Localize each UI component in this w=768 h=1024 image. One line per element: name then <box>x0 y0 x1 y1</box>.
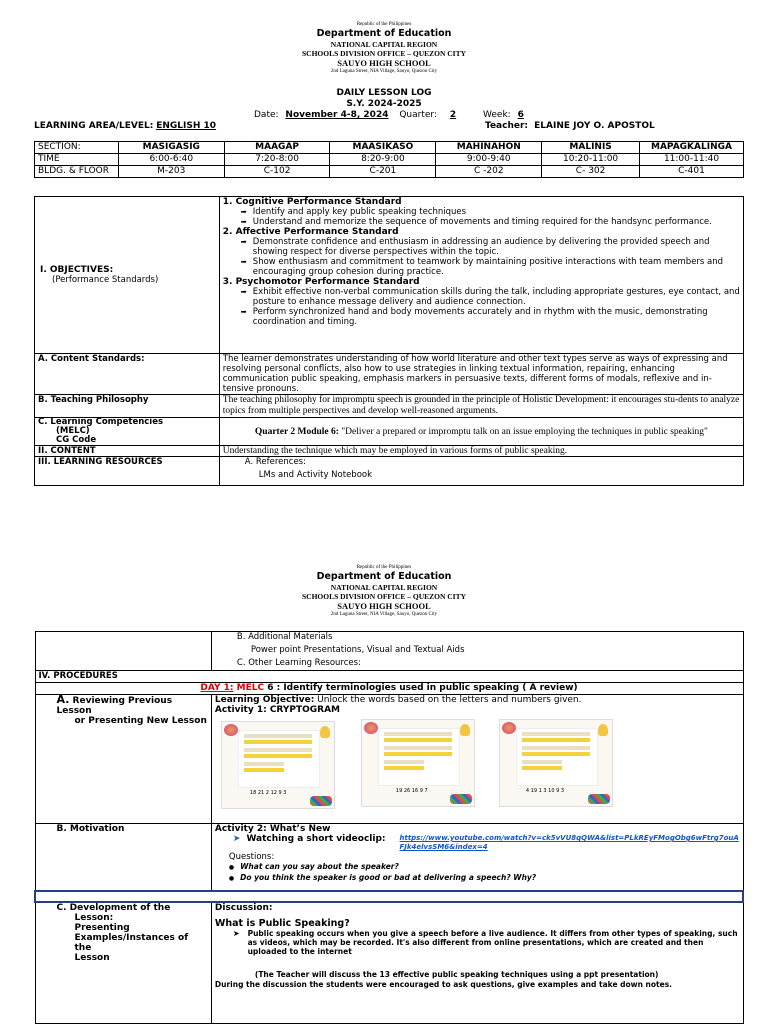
resources-cell <box>219 457 743 486</box>
list-item: ➡ Perform synchronized hand and body movements accurately and in rhythm with the music, demonstrating coordination and timing. <box>253 307 740 327</box>
objectives-content-cell <box>219 197 743 354</box>
definition-item: ➤ Public speaking occurs when you give a speech before a live audience. It differs from other types of speaking, such as videos, which may be recorded. It's also different from online presentations, which are created and then uploaded to the internet <box>232 929 738 956</box>
melc-label: (MELC) <box>56 426 90 436</box>
schedule-header-cell: SECTION: <box>35 142 119 154</box>
schedule-cell: 9:00-9:40 <box>436 154 542 166</box>
lo-label: Learning Objective: <box>214 695 315 705</box>
republic-text: Republic of the Philippines <box>356 22 412 27</box>
cipher-row <box>244 740 312 744</box>
video-line <box>215 834 740 852</box>
learning-area-line <box>34 121 216 131</box>
division-text: SCHOOLS DIVISION OFFICE – QUEZON CITY <box>302 49 466 58</box>
review-content-cell <box>211 695 743 824</box>
confetti-icon <box>310 796 332 806</box>
lesson-table-page1 <box>34 196 744 486</box>
quarter-value: 2 <box>449 110 457 120</box>
resources-row <box>35 457 744 486</box>
cipher-row <box>384 752 452 756</box>
motivation-content-cell <box>211 824 743 892</box>
cipher-row <box>384 760 424 764</box>
objectives-row <box>35 197 744 354</box>
video-link[interactable] <box>400 834 740 852</box>
day-heading <box>35 683 743 695</box>
cryptogram-card <box>238 730 320 788</box>
schedule-cell: 6:00-6:40 <box>118 154 224 166</box>
empty-cell <box>35 632 211 671</box>
cg-code-label: CG Code <box>56 435 97 445</box>
cipher-row <box>384 766 424 770</box>
cipher-row <box>244 754 312 758</box>
resources-cont-cell <box>211 632 743 671</box>
during-note: During the discussion the students were encouraged to ask questions, give examples and take down notes. <box>214 980 673 989</box>
development-label-cell <box>35 902 211 1024</box>
schedule-cell: 11:00-11:40 <box>640 154 744 166</box>
list-item: ➡ Understand and memorize the sequence of movements and timing required for the handsync performance. <box>253 217 740 227</box>
discussion-label: Discussion: <box>214 903 273 913</box>
cognitive-title: 1. Cognitive Performance Standard <box>222 197 402 207</box>
content-row <box>35 446 744 457</box>
question-text: Do you think the speaker is good or bad at delivering a speech? Why? <box>240 873 537 882</box>
watch-label: ➤ Watching a short videoclip: <box>233 834 386 852</box>
cipher-row <box>522 746 590 750</box>
dept-title: Department of Education <box>316 571 452 582</box>
cipher-row <box>522 760 562 764</box>
philosophy-text: The teaching philosophy for impromptu speech is grounded in the principle of Holistic Development: it encourages stu-dents to analyze topics from multiple perspectives and develop well-reasoned arguments. <box>219 395 743 418</box>
republic-text: Republic of the Philippines <box>356 565 412 570</box>
cipher-row <box>384 746 452 750</box>
objectives-sub: (Performance Standards) <box>52 275 159 285</box>
learning-objective-line <box>215 695 740 705</box>
confetti-icon <box>450 794 472 804</box>
school-name: SAUYO HIGH SCHOOL <box>337 601 431 611</box>
schedule-room-row <box>35 166 744 178</box>
cipher-row <box>384 732 452 736</box>
schedule-cell: 10:20-11:00 <box>542 154 640 166</box>
cipher-row <box>522 752 590 756</box>
development-row <box>35 902 743 1024</box>
review-letter: A. <box>56 693 70 706</box>
schedule-cell: C-102 <box>224 166 330 178</box>
competencies-text-cell <box>219 418 743 446</box>
references-label: A. References: <box>244 457 306 467</box>
cipher-row <box>522 766 562 770</box>
motivation-text: Motivation <box>69 824 125 834</box>
question-1: ● What can you say about the speaker? <box>228 862 399 871</box>
schedule-header-cell: MAAGAP <box>224 142 330 154</box>
competencies-row <box>35 418 744 446</box>
motivation-row <box>35 824 743 892</box>
additional-text: Power point Presentations, Visual and Textual Aids <box>250 645 465 655</box>
schedule-header-cell: MAPAGKALINGA <box>640 142 744 154</box>
module-label: Quarter 2 Module 6: <box>254 426 339 437</box>
references-text: LMs and Activity Notebook <box>258 470 373 480</box>
flower-icon <box>502 722 516 734</box>
cipher-numbers: 18 21 2 12 9 3 <box>249 790 287 796</box>
page2-table-wrap <box>34 631 744 1024</box>
schedule-table <box>34 141 744 178</box>
review-label <box>39 695 208 716</box>
list-item: ➡ Identify and apply key public speaking techniques <box>253 207 740 217</box>
development-text-1: Development of the <box>69 903 171 913</box>
schedule-cell: 7:20-8:00 <box>224 154 330 166</box>
teacher-note: (The Teacher will discuss the 13 effective public speaking techniques using a ppt presentation) <box>254 970 659 979</box>
schedule-cell: C- 302 <box>542 166 640 178</box>
motivation-label <box>39 824 208 834</box>
question-2: ● Do you think the speaker is good or bad at delivering a speech? Why? <box>228 873 537 882</box>
additional-label: B. Additional Materials <box>236 632 333 642</box>
school-year: S.Y. 2024-2025 <box>346 99 422 109</box>
resources-cont-row <box>35 632 743 671</box>
development-text-4: Examples/Instances of the <box>74 933 189 953</box>
motivation-label-cell <box>35 824 211 892</box>
procedures-label: IV. PROCEDURES <box>35 671 743 683</box>
motivation-letter: B. <box>56 824 67 834</box>
competencies-label-cell <box>35 418 220 446</box>
competencies-label: C. Learning Competencies <box>38 417 164 427</box>
schedule-header-cell: MALINIS <box>542 142 640 154</box>
week-value: 6 <box>517 110 524 120</box>
area-label: LEARNING AREA/LEVEL: <box>34 121 154 131</box>
cipher-row <box>522 732 590 736</box>
development-label <box>39 903 208 913</box>
philosophy-row <box>35 395 744 418</box>
cryptogram-card <box>378 728 460 786</box>
development-content-cell <box>211 902 743 1024</box>
blue-divider <box>35 891 743 902</box>
cipher-row <box>384 738 452 742</box>
review-label-2: or Presenting New Lesson <box>74 716 207 726</box>
procedures-row <box>35 671 743 683</box>
cipher-row <box>244 768 284 772</box>
schedule-time-row <box>35 154 744 166</box>
list-item: ➡ Demonstrate confidence and enthusiasm in addressing an audience by delivering the provided speech and showing respect for diverse perspectives within the topic. <box>253 237 740 257</box>
region-text: NATIONAL CAPITAL REGION <box>330 583 438 592</box>
cipher-row <box>244 762 284 766</box>
lesson-table-page2 <box>34 631 744 1024</box>
address-text: 2nd Laguna Street, NIA Village, Sauyo, Quezon City <box>330 612 438 617</box>
schedule-header-cell: MAASIKASO <box>330 142 436 154</box>
date-value: November 4-8, 2024 <box>285 110 389 120</box>
content-standards-label: A. Content Standards: <box>35 354 220 395</box>
schedule-cell: M-203 <box>118 166 224 178</box>
divider-row <box>35 891 743 902</box>
review-label-cell <box>35 695 211 824</box>
question-text: What can you say about the speaker? <box>240 862 399 871</box>
schedule-cell: BLDG. & FLOOR <box>35 166 119 178</box>
development-text-5: Lesson <box>74 953 110 963</box>
address-text: 2nd Laguna Street, NIA Village, Sauyo, Quezon City <box>330 69 438 74</box>
cryptogram-image <box>499 719 613 807</box>
development-letter: C. <box>56 903 67 913</box>
psychomotor-title: 3. Psychomotor Performance Standard <box>222 277 420 287</box>
lo-text: Unlock the words based on the letters and numbers given. <box>314 695 582 705</box>
what-is-heading: What is Public Speaking? <box>214 918 350 929</box>
competencies-text: "Deliver a prepared or impromptu talk on an issue employing the techniques in public speaking" <box>338 426 708 437</box>
cipher-row <box>244 734 312 738</box>
content-label: II. CONTENT <box>35 446 220 457</box>
bulb-icon <box>320 726 330 738</box>
cryptogram-card <box>516 728 598 786</box>
date-label: Date: <box>254 110 279 120</box>
cipher-numbers: 19 26 16 9 7 <box>395 788 428 794</box>
teacher-label: Teacher: <box>485 121 529 131</box>
melc-tag: MELC <box>236 683 265 693</box>
week-label: Week: <box>483 110 511 120</box>
dept-title: Department of Education <box>316 28 452 39</box>
cipher-numbers: 4 19 1 3 10 9 3 <box>525 788 565 794</box>
content-text: Understanding the technique which may be employed in various forms of public speaking. <box>219 446 743 457</box>
philosophy-label: B. Teaching Philosophy <box>35 395 220 418</box>
log-title: DAILY LESSON LOG <box>336 88 432 98</box>
objectives-label-cell <box>35 197 220 354</box>
teacher-name: ELAINE JOY O. APOSTOL <box>534 121 655 131</box>
flower-icon <box>364 722 378 734</box>
confetti-icon <box>588 794 610 804</box>
review-row <box>35 695 743 824</box>
teacher-line <box>485 121 655 131</box>
schedule-cell: C-201 <box>330 166 436 178</box>
content-standards-text: The learner demonstrates understanding of how world literature and other text types serve as ways of expressing and resolving personal conflicts, also how to use strategies in linking textual information, repairing, enhancing communication public speaking, emphasis markers in persuasive texts, different forms of modals, reflexive and in-tensive pronouns. <box>219 354 743 395</box>
content-standards-row <box>35 354 744 395</box>
bulb-icon <box>598 724 608 736</box>
schedule-cell: C-401 <box>640 166 744 178</box>
school-name: SAUYO HIGH SCHOOL <box>337 58 431 68</box>
schedule-cell: C -202 <box>436 166 542 178</box>
objectives-label: I. OBJECTIVES: <box>40 265 114 275</box>
area-value: ENGLISH 10 <box>156 121 217 131</box>
video-url[interactable]: https://www.youtube.com/watch?v=ck5vVU8qQWA&list=PLkREyFMogObg6wFtrg7ouAFJk4elvsSM6&index=4 <box>399 834 739 851</box>
date-line <box>254 110 524 120</box>
affective-title: 2. Affective Performance Standard <box>222 227 399 237</box>
cipher-row <box>522 738 590 742</box>
day-label: DAY 1: <box>200 683 234 693</box>
region-text: NATIONAL CAPITAL REGION <box>330 40 438 49</box>
division-text: SCHOOLS DIVISION OFFICE – QUEZON CITY <box>302 592 466 601</box>
definition-text: Public speaking occurs when you give a speech before a live audience. It differs from other types of speaking, such as videos, which may be recorded. It's also different from online presentations, which are created and then uploaded to the internet <box>247 929 738 956</box>
quarter-label: Quarter: <box>399 110 437 120</box>
schedule-header-cell: MAHINAHON <box>436 142 542 154</box>
resources-label: III. LEARNING RESOURCES <box>35 457 220 486</box>
activity2-title: Activity 2: What’s New <box>214 824 331 834</box>
activity1-title: Activity 1: CRYPTOGRAM <box>214 705 341 715</box>
development-text-3: Presenting <box>74 923 130 933</box>
schedule-cell: TIME <box>35 154 119 166</box>
cryptogram-image <box>221 721 335 809</box>
review-label-1: Reviewing Previous Lesson <box>56 696 173 716</box>
cipher-row <box>244 748 312 752</box>
development-text-2: Lesson: <box>74 913 114 923</box>
day-text: 6 : Identify terminologies used in public speaking ( A review) <box>264 683 578 693</box>
schedule-header-cell: MASIGASIG <box>118 142 224 154</box>
cryptogram-images <box>215 715 740 815</box>
flower-icon <box>224 724 238 736</box>
schedule-cell: 8:20-9:00 <box>330 154 436 166</box>
schedule-header-row <box>35 142 744 154</box>
questions-label: Questions: <box>228 852 275 862</box>
bulb-icon <box>460 724 470 736</box>
cryptogram-image <box>361 719 475 807</box>
other-label: C. Other Learning Resources: <box>236 658 361 668</box>
list-item: ➡ Show enthusiasm and commitment to teamwork by maintaining positive interactions with team members and encouraging group cohesion during practice. <box>253 257 740 277</box>
day-row <box>35 683 743 695</box>
list-item: ➡ Exhibit effective non-verbal communication skills during the talk, including appropriate gestures, eye contact, and posture to enhance message delivery and audience connection. <box>253 287 740 307</box>
